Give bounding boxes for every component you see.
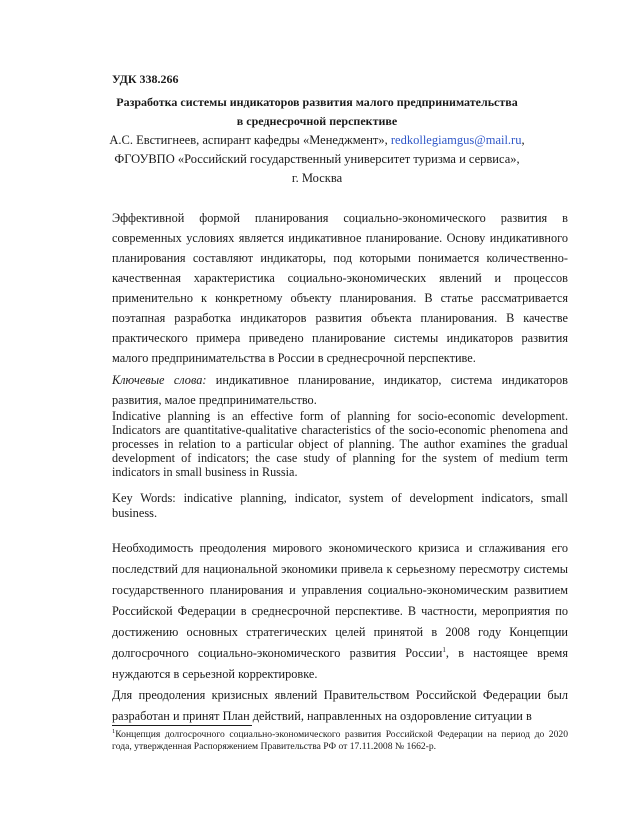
footnote: [112, 729, 568, 753]
footnote-text: Концепция долгосрочного социально-экономического развития Российской Федерации на период до 2020 года, утвержденная Распоряжением Правительства РФ от 17.11.2008 № 1662-р.: [112, 729, 568, 752]
body-p1-text: Необходимость преодоления мирового экономического кризиса и сглаживания его последствий для национальной экономики привела к серьезному пересмотру системы государственного планирования и управления социально-экономическим развитием Российской Федерации в среднесрочной перспективе. В частности, мероприятия по достижению основных стратегических целей принятой в 2008 году Концепции долгосрочного социально-экономического развития России: [112, 541, 568, 660]
footnote-divider: [112, 725, 252, 726]
abstract-en-text: Indicative planning is an effective form of planning for socio-economic development. Indicators are quantitative-qualitative characteristics of the socio-economic phenomena and processes in relation to a particular object of planning. The author examines the gradual development of indicators; the case study of planning for the system of medium term indicators in small business in Russia.: [112, 409, 568, 479]
body-paragraph-1: [112, 538, 568, 685]
abstract-en: [112, 409, 568, 479]
author-text: А.С. Евстигнеев, аспирант кафедры «Менеджмент»,: [109, 133, 388, 147]
keywords-ru: [112, 370, 568, 410]
footnote-marker: 1: [112, 727, 116, 735]
institution-line: ФГОУВПО «Российский государственный университет туризма и сервиса»,: [114, 152, 520, 166]
body-paragraph-2: [112, 685, 568, 727]
abstract-ru-text: Эффективной формой планирования социально-экономического развития в современных условиях является индикативное планирование. Основу индикативного планирования составляют индикаторы, под которыми понимается количественно-качественная характеристика социально-экономических явлений и процессов применительно к конкретному объекту планирования. В статье рассматривается поэтапная разработка индикаторов развития объекта планирования. В качестве практического примера приведено планирование системы индикаторов развития малого предпринимательства в России в среднесрочной перспективе.: [112, 211, 568, 365]
author-line: [0, 133, 634, 148]
article-title-line2: в среднесрочной перспективе: [236, 114, 398, 128]
body-p2-text: Для преодоления кризисных явлений Правительством Российской Федерации был разработан и принят План действий, направленных на оздоровление ситуации в: [112, 688, 568, 723]
footnote-ref[interactable]: 1: [442, 645, 446, 654]
city-line: г. Москва: [291, 171, 343, 185]
abstract-ru: [112, 208, 568, 368]
article-title-line1: Разработка системы индикаторов развития малого предпринимательства: [116, 95, 518, 109]
udk-code: УДК 338.266: [112, 72, 179, 86]
keywords-ru-label: Ключевые слова:: [112, 373, 207, 387]
author-email-link[interactable]: redkollegiamgus@mail.ru: [390, 133, 522, 147]
author-tail: ,: [521, 133, 525, 147]
body-p1-tail: , в настоящее время нуждаются в серьезной корректировке.: [112, 646, 568, 681]
keywords-en: Key Words: indicative planning, indicator, system of development indicators, small business.: [112, 491, 568, 520]
keywords-ru-text: индикативное планирование, индикатор, система индикаторов развития, малое предпринимательство.: [112, 373, 568, 407]
